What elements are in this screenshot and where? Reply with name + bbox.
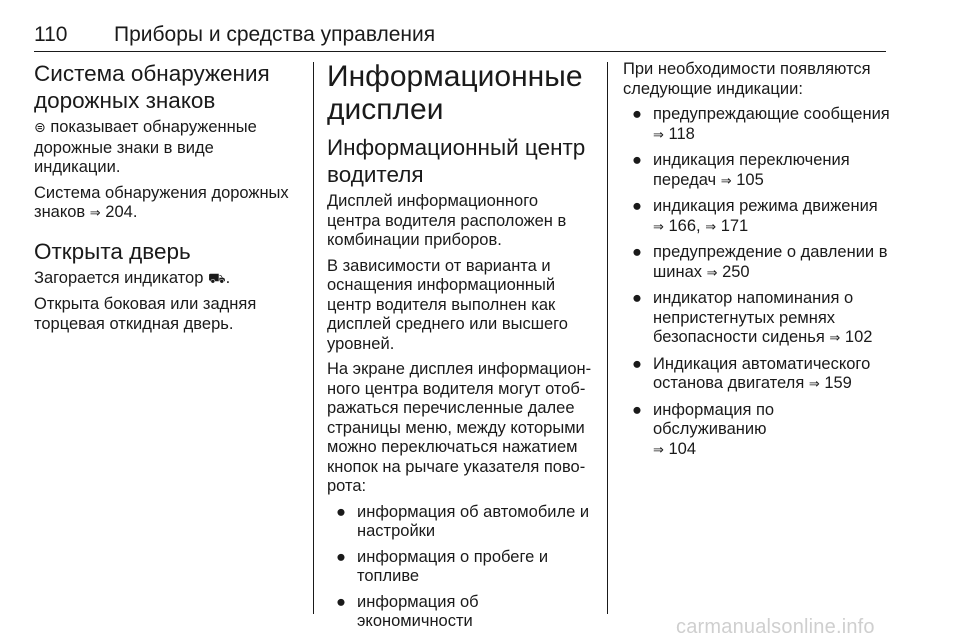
list-item: ● информация о пробеге и топливе <box>336 547 549 585</box>
page-ref-link[interactable]: 118 <box>663 124 695 143</box>
watermark: carmanualsonline.info <box>676 616 875 638</box>
page-ref-link[interactable]: 159 <box>819 374 852 392</box>
column-divider-1 <box>313 62 314 614</box>
door-open-paragraph-2: Открыта боковая или задняя торцевая откидная дверь. <box>34 295 257 333</box>
door-open-heading: Открыта дверь <box>34 238 191 264</box>
page-ref-arrow-icon: ⇒ <box>808 377 820 392</box>
page-ref-arrow-icon: ⇒ <box>705 219 717 235</box>
bullet-icon: ● <box>632 354 642 373</box>
list-item: ● индикация переключения передач ⇒ 105 <box>632 151 850 189</box>
driver-info-center-heading: Информационный центр водителя <box>327 135 586 187</box>
list-item: ● информация об автомобиле и настройки <box>336 502 590 540</box>
bullet-icon: ● <box>632 105 642 123</box>
list-item: ● предупреждающие сообщения ⇒ 118 <box>632 105 890 143</box>
page-ref-link[interactable]: 166, <box>663 216 706 235</box>
bullet-icon: ● <box>336 547 346 566</box>
list-item: ● информация по обслуживанию ⇒ 104 <box>632 400 775 458</box>
sign-detection-icon: ⊜ <box>34 120 46 136</box>
page-ref-arrow-icon: ⇒ <box>653 127 664 143</box>
bullet-icon: ● <box>632 289 642 307</box>
page-ref-arrow-icon: ⇒ <box>653 442 664 458</box>
column-right <box>623 60 891 466</box>
page-ref-link[interactable]: 204. <box>100 203 138 221</box>
traffic-sign-text-1: показывает обнаруженные дорожные знаки в виде индикации. <box>34 118 257 176</box>
info-displays-heading: Информационные дисплеи <box>327 60 583 126</box>
page-ref-link[interactable]: 171 <box>716 216 749 235</box>
bullet-icon: ● <box>632 243 642 261</box>
bullet-icon: ● <box>336 502 346 521</box>
traffic-sign-heading: Система обнаружения дорожных знаков <box>34 61 270 113</box>
page-ref-arrow-icon: ⇒ <box>89 206 101 221</box>
dic-paragraph-1: Дисплей информационного центра водителя расположен в комбинации приборов. <box>327 192 567 249</box>
door-open-paragraph-1 <box>34 269 302 290</box>
bullet-icon: ● <box>632 151 642 169</box>
page-header <box>34 22 886 48</box>
dic-paragraph-3: На экране дисплея информационного центра водителя могут отображаться перечисленные далее страницы меню, между которыми можно переключаться нажатием кнопок на рычаге указателя поворота: <box>327 360 592 495</box>
page-ref-link[interactable]: 105 <box>731 170 764 189</box>
dic-menu-list <box>327 503 595 632</box>
column-middle <box>327 60 595 638</box>
column-divider-2 <box>607 62 608 614</box>
door-open-icon: ⛟ <box>207 270 226 287</box>
list-item: ● индикация режима движения ⇒ 166, ⇒ 171 <box>632 197 878 235</box>
page-ref-arrow-icon: ⇒ <box>706 265 718 281</box>
door-open-text-1: Загорается индикатор <box>34 268 208 287</box>
page-ref-link[interactable]: 250 <box>717 262 750 281</box>
page-ref-link[interactable]: 102 <box>840 328 873 346</box>
page-ref-arrow-icon: ⇒ <box>720 173 732 189</box>
header-divider <box>34 51 886 52</box>
list-item: ● индикатор напоминания о непристегнутых ремнях безопасности сиденья ⇒ 102 <box>632 289 873 346</box>
indications-list <box>623 105 891 460</box>
page-ref-arrow-icon: ⇒ <box>653 219 664 235</box>
dic-paragraph-2: В зависимости от варианта и оснащения информационный центр водителя выполнен как дисплей среднего или высшего уровней. <box>327 256 568 353</box>
page-title: Приборы и средства управления <box>114 23 436 46</box>
page-ref-arrow-icon: ⇒ <box>829 331 841 346</box>
door-open-text-tail: . <box>225 268 231 287</box>
traffic-sign-text-2: Система обнаружения дорожных знаков <box>34 183 289 221</box>
bullet-icon: ● <box>632 400 642 419</box>
traffic-sign-paragraph-2 <box>34 184 302 224</box>
bullet-icon: ● <box>336 592 346 611</box>
traffic-sign-paragraph-1 <box>34 118 302 178</box>
bullet-icon: ● <box>632 197 642 215</box>
indications-intro: При необходимости появляются следующие индикации: <box>623 60 871 98</box>
list-item: ● информация об экономичности <box>336 592 479 630</box>
page-number: 110 <box>34 23 68 46</box>
list-item: ● Индикация автоматического останова двигателя ⇒ 159 <box>632 354 871 392</box>
page-ref-link[interactable]: 104 <box>663 439 697 458</box>
column-left <box>34 60 302 340</box>
list-item: ● предупреждение о давлении в шинах ⇒ 250 <box>632 243 888 281</box>
